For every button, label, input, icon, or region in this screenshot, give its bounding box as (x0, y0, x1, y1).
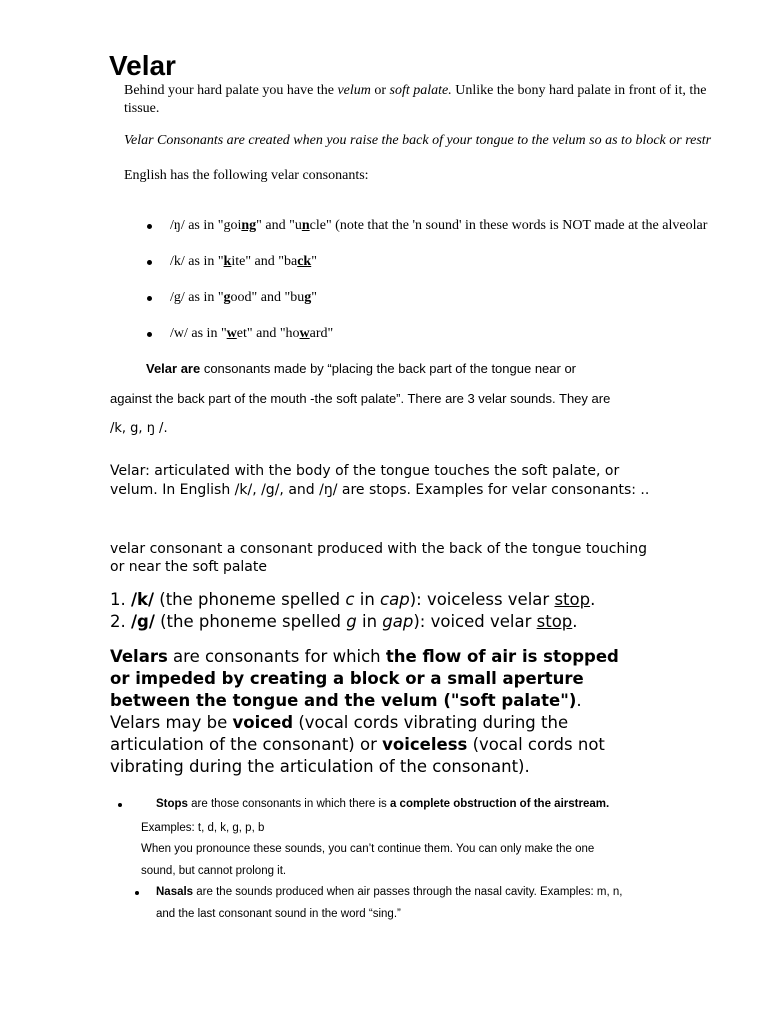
velars-bold: Velars (110, 647, 168, 666)
intro-text-a: Behind your hard palate you have the (124, 83, 338, 98)
phoneme-text: . (572, 612, 578, 631)
english-has-heading: English has the following velar consonants: (124, 168, 369, 183)
phoneme-text: in (356, 612, 383, 631)
phoneme-text: (the phoneme spelled (154, 612, 347, 631)
velars-text: (vocal cords not (467, 735, 605, 754)
phoneme-word: cap (380, 590, 410, 609)
list-item (170, 218, 707, 234)
velar-are-line-2: against the back part of the mouth -the soft palate”. There are 3 velar sounds. They are (110, 391, 611, 406)
velars-bold: the flow of air is stopped (385, 647, 619, 666)
nasals-line-2: and the last consonant sound in the word “sing.” (156, 908, 401, 920)
bullet-text: et" and "ho (236, 326, 300, 341)
phoneme-letter: g (346, 612, 357, 631)
bullet-text: " (311, 254, 317, 269)
velum-term: velum (337, 83, 371, 98)
intro-or: or (370, 83, 390, 98)
bullet-emph: ng (241, 218, 257, 233)
articulated-line-2: velum. In English /k/, /g/, and /ŋ/ are stops. Examples for velar consonants: .. (110, 482, 650, 498)
soft-palate-term: soft palate. (389, 83, 452, 98)
stops-bold: Stops (156, 798, 188, 810)
nasals-text: are the sounds produced when air passes through the nasal cavity. Examples: m, n, (193, 886, 623, 898)
stop-link[interactable]: stop (536, 612, 573, 631)
bullet-dot (147, 296, 152, 301)
intro-text-b: Unlike the bony hard palate in front of it, the (451, 83, 707, 98)
articulated-line-1: Velar: articulated with the body of the tongue touches the soft palate, or (110, 463, 620, 479)
velars-line-2: or impeded by creating a block or a small aperture (110, 669, 584, 688)
nasals-bold: Nasals (156, 886, 194, 898)
velars-bold: voiced (232, 713, 294, 732)
stops-examples: Examples: t, d, k, g, p, b (141, 822, 265, 834)
velar-are-line-1 (146, 361, 576, 376)
velar-are-line-3: /k, g, ŋ /. (110, 421, 168, 436)
phoneme-text: in (354, 590, 381, 609)
phoneme-number: 2. (110, 612, 131, 631)
velars-text: articulation of the consonant) or (110, 735, 383, 754)
stops-line-3: When you pronounce these sounds, you can’t continue them. You can only make the one (141, 843, 595, 855)
bullet-emph: g (304, 290, 312, 305)
stops-line-1 (156, 798, 609, 810)
velars-line-6: vibrating during the articulation of the consonant). (110, 757, 530, 776)
bullet-emph: k (223, 254, 232, 269)
bullet-emph: g (223, 290, 231, 305)
phoneme-number: 1. (110, 590, 131, 609)
velar-are-bold: Velar are (146, 361, 201, 376)
bullet-text: ood" and "bu (230, 290, 305, 305)
definition-line-1: velar consonant a consonant produced with the back of the tongue touching (110, 541, 647, 557)
bullet-dot (135, 891, 139, 895)
bullet-text: ard" (309, 326, 334, 341)
italic-definition: Velar Consonants are created when you raise the back of your tongue to the velum so as to block or restr (124, 133, 712, 148)
velars-bold: between the tongue and the velum ("soft palate") (110, 691, 577, 710)
stops-bold: a complete obstruction of the airstream. (389, 798, 610, 810)
velar-are-text: consonants made by “placing the back part of the tongue near or (200, 361, 577, 376)
list-item (170, 254, 317, 270)
bullet-emph: n (301, 218, 310, 233)
bullet-text: cle" (note that the 'n sound' in these words is NOT made at the alveolar (309, 218, 708, 233)
velars-line-4 (110, 713, 568, 732)
definition-line-2: or near the soft palate (110, 559, 267, 575)
stop-link[interactable]: stop (554, 590, 591, 609)
bullet-text: ite" and "ba (231, 254, 298, 269)
bullet-emph: w (226, 326, 237, 341)
phoneme-symbol: /k/ (131, 590, 155, 609)
phoneme-text: . (590, 590, 596, 609)
stops-line-4: sound, but cannot prolong it. (141, 865, 287, 877)
bullet-emph: ck (297, 254, 312, 269)
list-item (170, 326, 333, 342)
list-item (170, 290, 317, 306)
phoneme-item-g (110, 612, 578, 631)
page-title: Velar (109, 50, 176, 81)
velars-text: are consonants for which (167, 647, 386, 666)
velars-text: . (576, 691, 582, 710)
bullet-text: " and "u (256, 218, 302, 233)
phoneme-text: ): voiceless velar (409, 590, 555, 609)
velars-line-1 (110, 647, 619, 666)
bullet-text: /g/ as in " (170, 290, 224, 305)
phoneme-text: (the phoneme spelled (154, 590, 346, 609)
bullet-dot (118, 803, 122, 807)
bullet-text: /w/ as in " (170, 326, 227, 341)
stops-text: are those consonants in which there is (187, 798, 390, 810)
velars-line-3 (110, 691, 582, 710)
bullet-dot (147, 332, 152, 337)
velars-line-5 (110, 735, 605, 754)
bullet-text: /k/ as in " (170, 254, 224, 269)
bullet-text: " (311, 290, 317, 305)
nasals-line-1 (156, 886, 622, 898)
phoneme-word: gap (382, 612, 414, 631)
phoneme-item-k (110, 590, 595, 609)
bullet-text: /ŋ/ as in "goi (170, 218, 242, 233)
velars-text: (vocal cords vibrating during the (293, 713, 569, 732)
bullet-dot (147, 224, 152, 229)
phoneme-letter: c (345, 590, 355, 609)
velars-bold: voiceless (382, 735, 468, 754)
intro-line-1 (124, 83, 706, 99)
bullet-emph: w (299, 326, 310, 341)
phoneme-symbol: /g/ (131, 612, 155, 631)
bullet-dot (147, 260, 152, 265)
velars-text: Velars may be (110, 713, 233, 732)
phoneme-text: ): voiced velar (413, 612, 537, 631)
intro-line-2: tissue. (124, 101, 160, 116)
